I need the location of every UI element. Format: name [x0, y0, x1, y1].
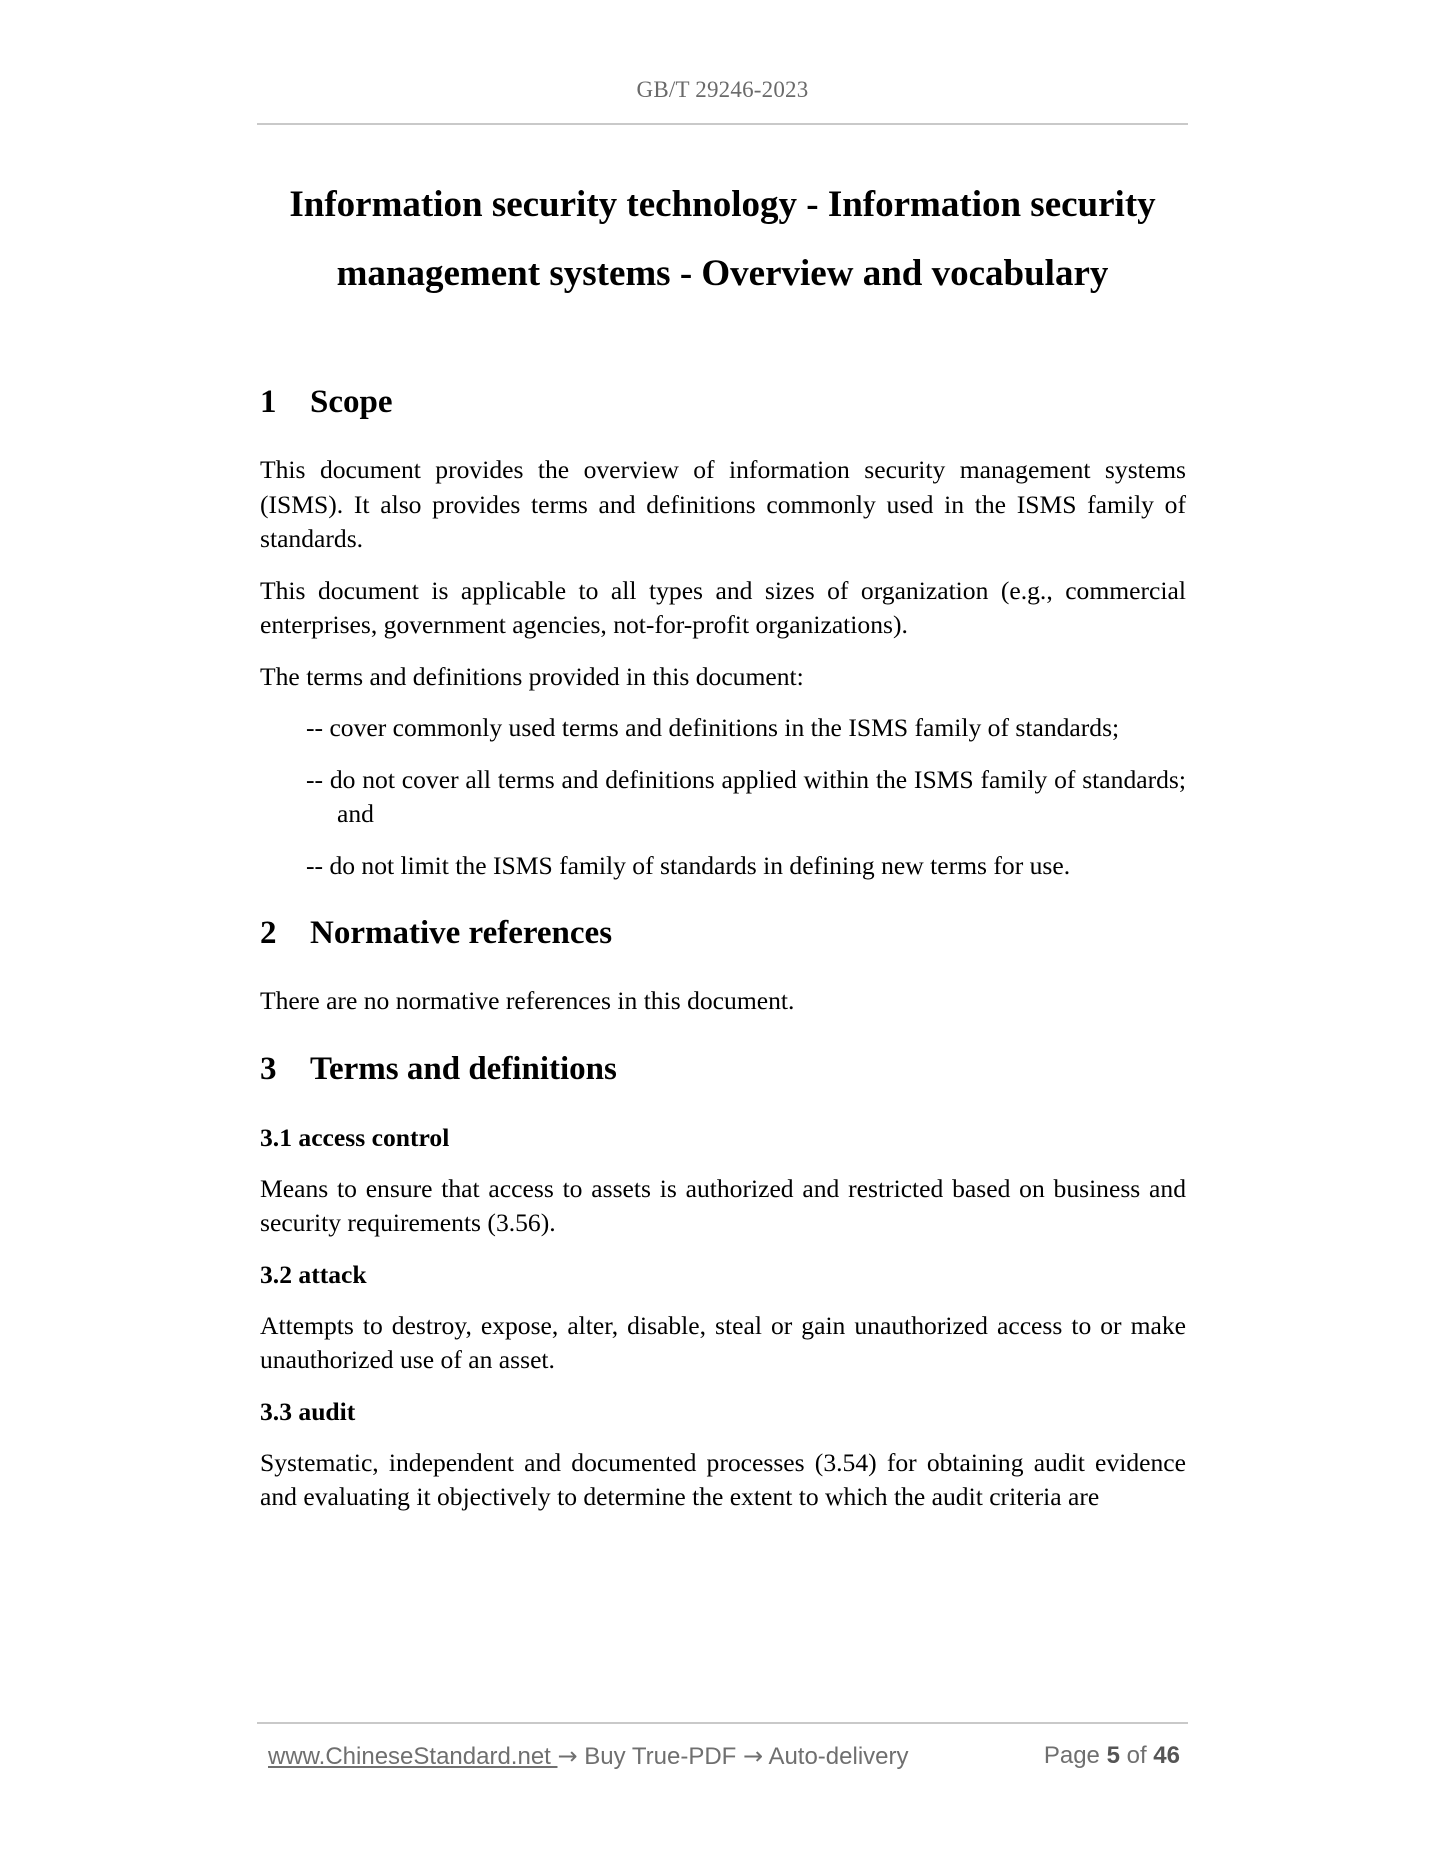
document-body: [260, 380, 1186, 1515]
page-total: 46: [1153, 1742, 1180, 1769]
list-item: -- do not cover all terms and definitions applied within the ISMS family of standards; and: [306, 764, 1186, 828]
section-title: Terms and definitions: [310, 1050, 617, 1087]
arrow-right-icon: →: [557, 1742, 578, 1770]
buy-text: Buy True-PDF: [577, 1743, 743, 1770]
website-link[interactable]: www.ChineseStandard.net: [268, 1743, 558, 1770]
document-title: [257, 170, 1188, 308]
term-heading: 3.1 access control: [260, 1122, 450, 1152]
document-code: GB/T 29246-2023: [636, 77, 809, 102]
footer-promo: [268, 1742, 909, 1771]
section-number: 1: [260, 384, 277, 420]
term-definition: Means to ensure that access to assets is authorized and restricted based on business and security requirements (3.56).: [260, 1173, 1186, 1237]
scope-paragraph-1: This document provides the overview of information security management systems (ISMS). It also provides terms and definitions commonly used in the ISMS family of standards.: [260, 455, 1186, 553]
footer-divider: [257, 1722, 1188, 1724]
scope-paragraph-2: This document is applicable to all types and sizes of organization (e.g., commercial enterprises, government agencies, not-for-profit organizations).: [260, 575, 1186, 639]
normative-paragraph: There are no normative references in this document.: [260, 986, 795, 1015]
section-heading-scope: [260, 380, 1186, 424]
page-number: 5: [1106, 1742, 1120, 1769]
page-label: Page: [1043, 1742, 1100, 1769]
term-definition: Attempts to destroy, expose, alter, disable, steal or gain unauthorized access to or make unauthorized use of an asset.: [260, 1310, 1186, 1374]
section-heading-terms: [260, 1047, 1186, 1091]
list-item: -- cover commonly used terms and definitions in the ISMS family of standards;: [306, 713, 1120, 742]
section-title: Scope: [310, 384, 393, 420]
section-number: 2: [260, 915, 277, 951]
title-line-1: Information security technology - Information security: [289, 184, 1156, 225]
delivery-text: Auto-delivery: [763, 1743, 909, 1770]
list-item: -- do not limit the ISMS family of standards in defining new terms for use.: [306, 850, 1071, 880]
term-heading: 3.3 audit: [260, 1396, 356, 1426]
arrow-right-icon: →: [742, 1742, 764, 1770]
term-definition: Systematic, independent and documented processes (3.54) for obtaining audit evidence and evaluating it objectively to determine the extent to which the audit criteria are: [260, 1447, 1186, 1511]
scope-paragraph-3: The terms and definitions provided in this document:: [260, 661, 804, 691]
header-divider: [257, 123, 1188, 125]
title-line-2: management systems - Overview and vocabulary: [336, 253, 1109, 294]
section-heading-normative: [260, 911, 1186, 955]
section-number: 3: [260, 1050, 277, 1087]
page-indicator: [1044, 1742, 1180, 1770]
section-title: Normative references: [310, 915, 613, 951]
of-label: of: [1126, 1742, 1147, 1769]
term-heading: 3.2 attack: [260, 1259, 367, 1289]
